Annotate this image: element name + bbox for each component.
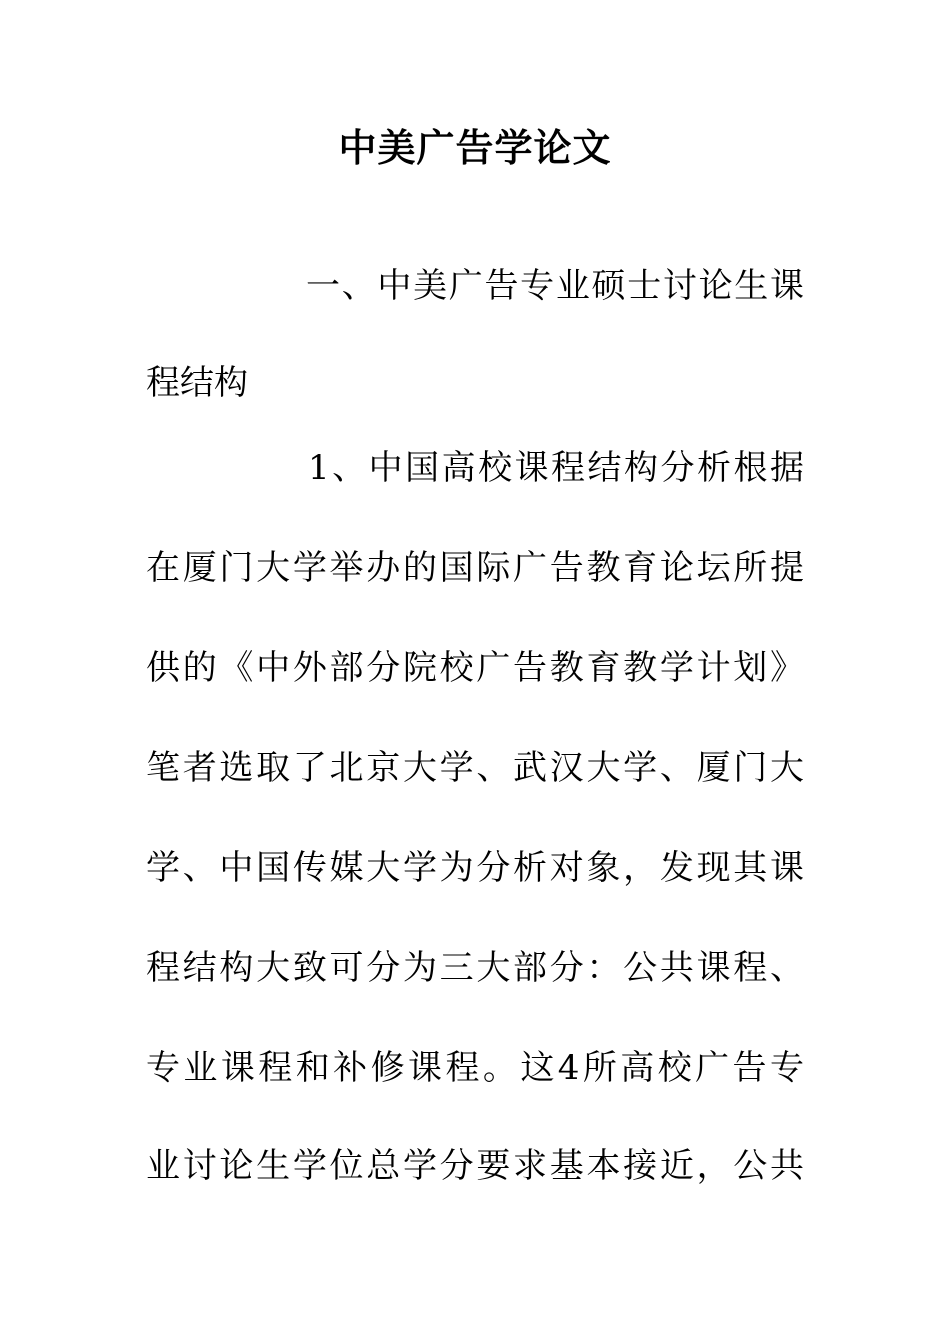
paragraph-line: 供的《中外部分院校广告教育教学计划》 — [146, 648, 804, 688]
paragraph-line: 笔者选取了北京大学、武汉大学、厦门大 — [146, 748, 804, 788]
paragraph-line: 在厦门大学举办的国际广告教育论坛所提 — [146, 548, 804, 588]
section-heading-continuation: 程结构 — [146, 363, 248, 403]
paragraph-line: 业讨论生学位总学分要求基本接近，公共 — [146, 1146, 804, 1186]
section-heading-line: 一、中美广告专业硕士讨论生课 — [306, 266, 804, 306]
document-title: 中美广告学论文 — [338, 126, 612, 170]
paragraph-line: 1、中国高校课程结构分析根据 — [308, 448, 804, 488]
paragraph-line: 学、中国传媒大学为分析对象，发现其课 — [146, 848, 804, 888]
paragraph-line: 专业课程和补修课程。这4所高校广告专 — [146, 1048, 804, 1088]
paragraph-line: 程结构大致可分为三大部分：公共课程、 — [146, 948, 804, 988]
